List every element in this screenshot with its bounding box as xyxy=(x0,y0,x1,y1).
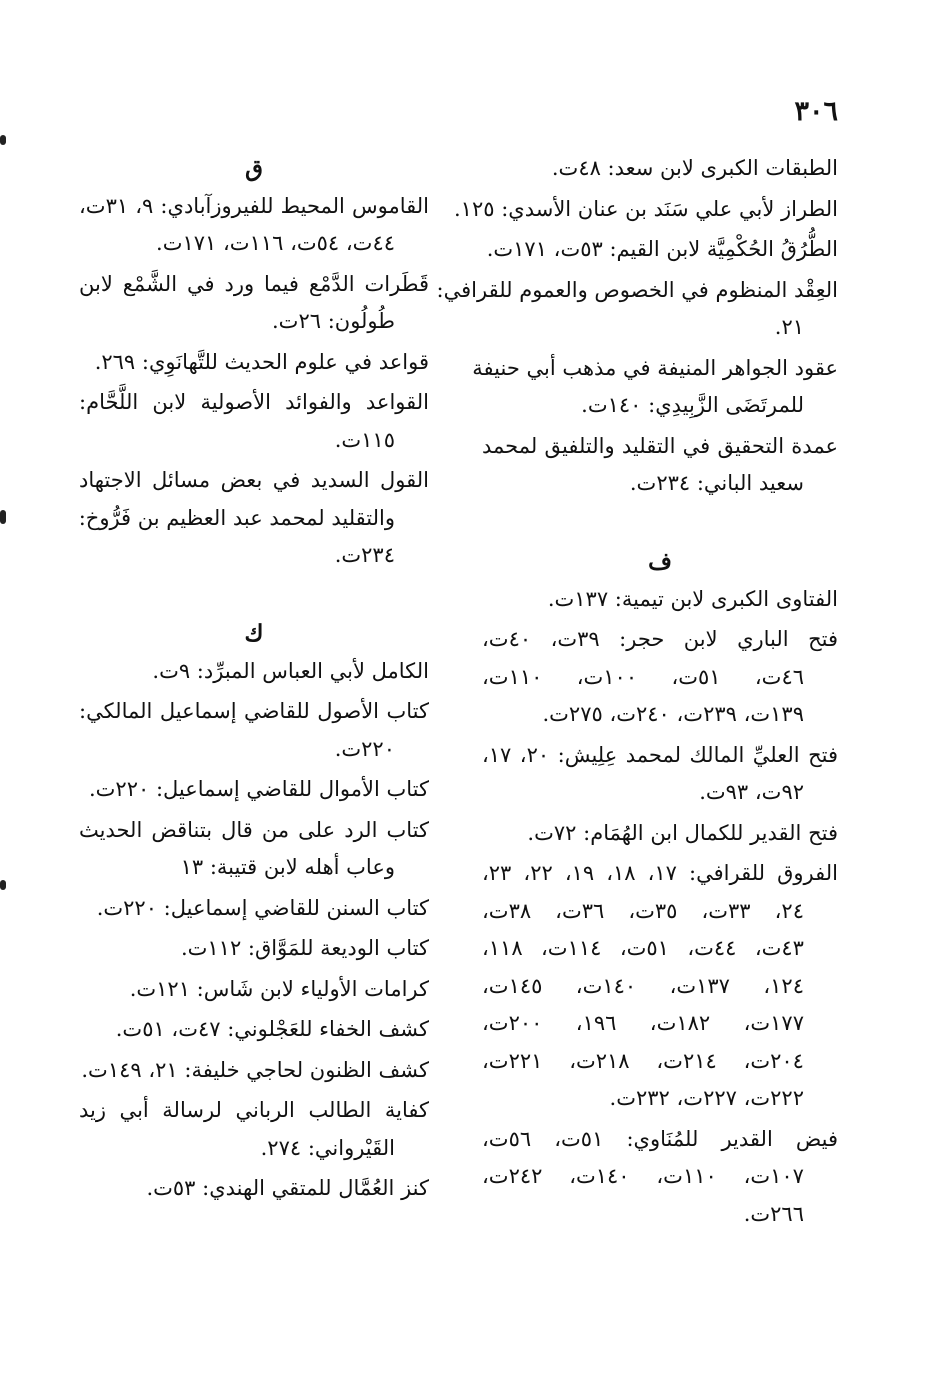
index-entry xyxy=(482,737,838,812)
index-entry xyxy=(482,428,838,503)
entry-continuation-line: للمرتَضَى الزَّبِيدِي: ١٤٠ت. xyxy=(581,393,804,417)
entry-continuation-line: وعاب أهله لابن قتيبة: ١٣ xyxy=(180,855,395,879)
index-entry xyxy=(436,272,838,347)
index-entry xyxy=(79,188,429,263)
entry-continuation-line: ٤٣ت، ٤٤ت، ٥١ت، ١١٤ت، ١١٨، xyxy=(482,936,804,960)
entry-title-line: كتاب الأصول للقاضي إسماعيل المالكي: xyxy=(79,699,429,723)
index-entry xyxy=(482,855,838,1118)
index-entry xyxy=(79,1092,429,1167)
entry-title-line: الطُّرُقُ الحُكْمِيَّة لابن القيم: ٥٣ت، ١٧١ت. xyxy=(486,237,838,261)
entry-continuation-line: ٢٦٦ت. xyxy=(743,1201,804,1226)
entry-title-line: فتح العليِّ المالك لمحمد عِلِيش: ٢٠، ١٧، xyxy=(482,742,839,767)
entry-continuation-line: القَيْرواني: ٢٧٤. xyxy=(260,1135,395,1160)
entry-continuation-line: ٢٠٤ت، ٢١٤ت، ٢١٨ت، ٢٢١ت، xyxy=(482,1048,804,1073)
entry-title-line: القاموس المحيط للفيروزآبادي: ٩، ٣١ت، xyxy=(79,193,429,218)
index-entry xyxy=(482,231,838,269)
entry-continuation-line: ٤٦ت، ٥١ت، ١٠٠ت، ١١٠ت، xyxy=(482,664,804,689)
entry-continuation-line: طُولُون: ٢٦ت. xyxy=(272,309,395,333)
entry-title-line: القواعد والفوائد الأصولية لابن اللَّحَّام: xyxy=(79,390,429,414)
entry-title-line: كتاب الوديعة للمَوَّاق: ١١٢ت. xyxy=(180,936,429,960)
index-entry xyxy=(79,930,429,968)
entry-title-line: فتح القدير للكمال ابن الهُمَام: ٧٢ت. xyxy=(527,820,838,845)
entry-title-line: الكامل لأبي العباس المبرِّد: ٩ت. xyxy=(152,658,429,683)
entry-continuation-line: سعيد الباني: ٢٣٤ت. xyxy=(629,471,804,495)
entry-continuation-line: ١١٥ت. xyxy=(334,427,395,452)
entry-continuation-line: ١٧٧ت، ١٨٢ت، ١٩٦، ٢٠٠ت، xyxy=(482,1011,804,1035)
section-spacer xyxy=(79,578,429,616)
entry-title-line: كشف الخفاء للعَجْلوني: ٤٧ت، ٥١ت. xyxy=(115,1017,429,1041)
index-entry xyxy=(79,971,429,1009)
entry-continuation-line: ١٠٧ت، ١١٠ت، ١٤٠ت، ٢٤٢ت، xyxy=(482,1164,804,1188)
section-letter-heading: ق xyxy=(245,155,263,182)
entry-continuation-line: ٢٢٠ت. xyxy=(334,736,395,761)
entry-title-line: كرامات الأولياء لابن شَاس: ١٢١ت. xyxy=(129,976,429,1001)
entry-title-line: عقود الجواهر المنيفة في مذهب أبي حنيفة xyxy=(472,355,838,380)
section-letter-heading: ك xyxy=(244,620,264,647)
entry-continuation-line: والتقليد لمحمد عبد العظيم بن فَرُّوخ: xyxy=(78,505,395,530)
margin-mark xyxy=(0,135,6,145)
entry-title-line: كشف الظنون لحاجي خليفة: ٢١، ١٤٩ت. xyxy=(81,1057,429,1082)
entry-continuation-line: ٢٤، ٣٣ت، ٣٥ت، ٣٦ت، ٣٨ت، xyxy=(482,898,804,923)
index-entry xyxy=(472,350,838,425)
entry-title-line: الطراز لأبي علي سَنَد بن عنان الأسدي: ١٢٥. xyxy=(453,196,838,221)
entry-continuation-line: ٢٣٤ت. xyxy=(334,543,395,567)
section-spacer xyxy=(482,506,838,544)
index-entry xyxy=(482,1121,838,1234)
index-entry xyxy=(79,812,429,887)
entry-title-line: قواعد في علوم الحديث للتَّهانَوِي: ٢٦٩. xyxy=(94,349,429,374)
index-entry xyxy=(482,621,838,734)
entry-title-line: الطبقات الكبرى لابن سعد: ٤٨ت. xyxy=(551,156,838,180)
index-entry xyxy=(453,191,838,229)
margin-mark xyxy=(0,510,6,524)
entry-continuation-line: ١٣٩ت، ٢٣٩ت، ٢٤٠ت، ٢٧٥ت. xyxy=(542,702,804,726)
margin-mark xyxy=(0,880,6,890)
entry-title-line: كتاب السنن للقاضي إسماعيل: ٢٢٠ت. xyxy=(96,895,429,920)
entry-title-line: قَطَرات الدَّمْع فيما ورد في الشَّمْع لابن xyxy=(79,271,429,296)
section-letter-heading: ف xyxy=(648,548,672,575)
entry-title-line: الفتاوى الكبرى لابن تيمية: ١٣٧ت. xyxy=(547,586,838,611)
index-entry xyxy=(482,815,838,853)
entry-title-line: القول السديد في بعض مسائل الاجتهاد xyxy=(79,468,429,492)
entry-continuation-line: ٩٢ت، ٩٣ت. xyxy=(699,780,804,804)
entry-title-line: كفاية الطالب الرباني لرسالة أبي زيد xyxy=(79,1098,429,1122)
entry-title-line: الفروق للقرافي: ١٧، ١٨، ١٩، ٢٢، ٢٣، xyxy=(482,861,838,885)
index-entry xyxy=(79,1011,429,1049)
entry-title-line: كتاب الرد على من قال بتناقض الحديث xyxy=(79,817,429,842)
entry-continuation-line: ٢٢٢ت، ٢٢٧ت، ٢٣٢ت. xyxy=(609,1086,804,1110)
right-column xyxy=(436,150,839,1236)
index-entry xyxy=(79,462,429,575)
entry-title-line: كنز العُمَّال للمتقي الهندي: ٥٣ت. xyxy=(146,1176,429,1200)
index-entry xyxy=(482,581,838,619)
index-entry xyxy=(482,150,838,188)
left-column xyxy=(79,150,429,1211)
index-entry xyxy=(79,1052,429,1090)
entry-continuation-line: ٤٤ت، ٥٤ت، ١١٦ت، ١٧١ت. xyxy=(156,231,395,255)
index-entry xyxy=(79,344,429,382)
index-entry xyxy=(79,771,429,809)
entry-continuation-line: ١٢٤، ١٣٧ت، ١٤٠ت، ١٤٥ت، xyxy=(482,973,804,998)
entry-title-line: فتح الباري لابن حجر: ٣٩ت، ٤٠ت، xyxy=(482,627,839,651)
page-number: ٣٠٦ xyxy=(794,96,838,127)
entry-title-line: فيض القدير للمُنَاوي: ٥١ت، ٥٦ت، xyxy=(482,1126,838,1151)
entry-title-line: كتاب الأموال للقاضي إسماعيل: ٢٢٠ت. xyxy=(88,777,429,801)
index-entry xyxy=(79,653,429,691)
entry-title-line: عمدة التحقيق في التقليد والتلفيق لمحمد xyxy=(482,433,838,458)
index-entry xyxy=(79,384,429,459)
index-entry xyxy=(79,693,429,768)
index-entry xyxy=(79,1170,429,1208)
index-entry xyxy=(79,890,429,928)
entry-title-line: العِقْد المنظوم في الخصوص والعموم للقرافي: xyxy=(436,277,838,302)
index-entry xyxy=(79,266,429,341)
entry-continuation-line: ٢١. xyxy=(774,315,804,339)
